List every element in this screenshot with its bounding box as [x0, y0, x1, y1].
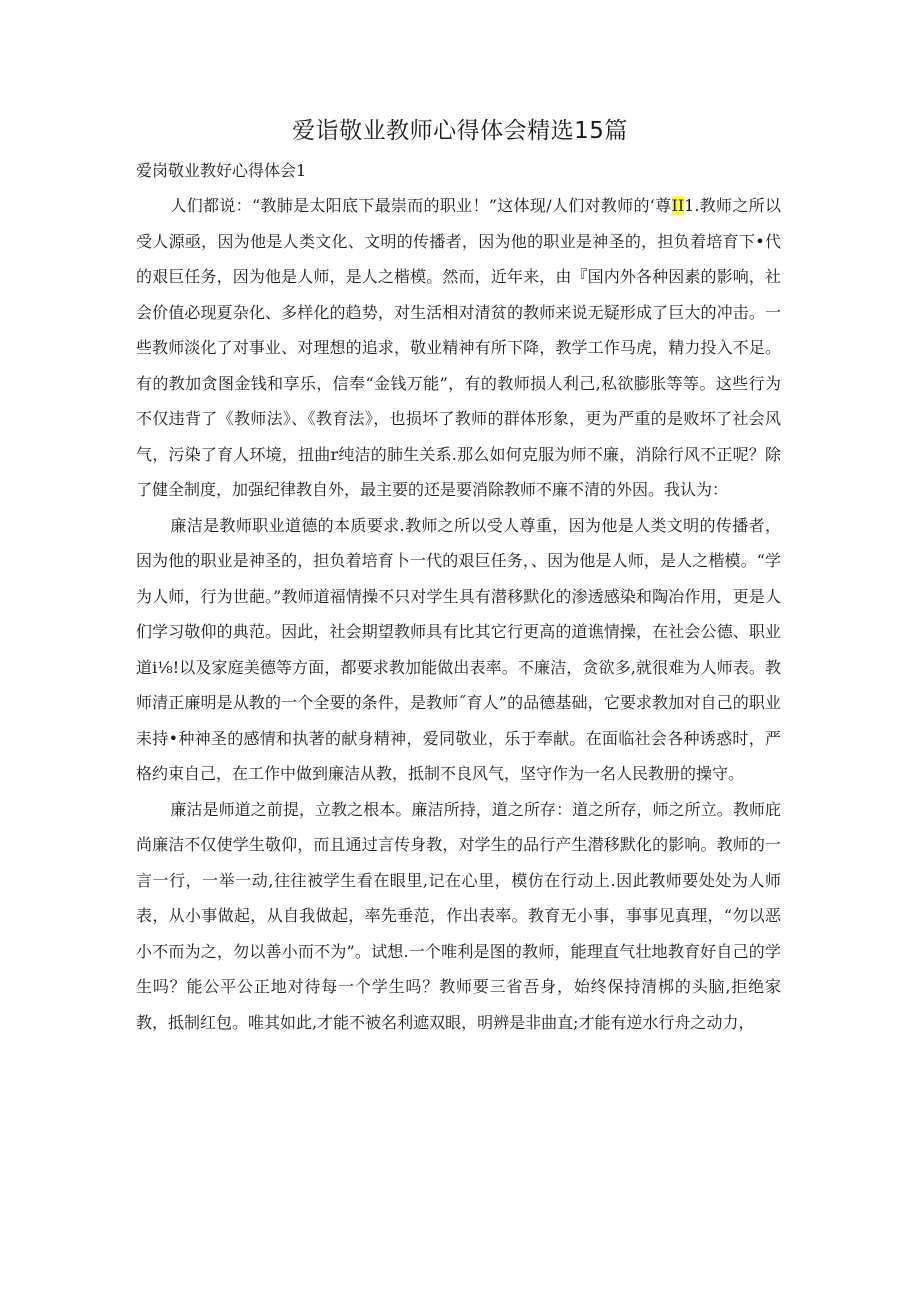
paragraph-2: 廉洁是教师职业道德的本质要求.教师之所以受人尊重，因为他是人类文明的传播者，因为他的职业是神圣的，担负着培育卜一代的艰巨任务，、因为他是人师，是人之楷模。“学为人师，行为世葩。”教师道福情操不只对学生具有潜移默化的渗透感染和陶冶作用，更是人们学习敬仰的典范。因此，社会期望教师具有比其它行更高的道谯情操，在社会公德、职业道i⅛!以及家庭美德等方面，都要求教加能做出表率。不廉洁，贪欲多,就很难为人师表。教师清正廉明是从教的一个全要的条件，是教师˝育人”的品德基础，它要求教加对自己的职业耒持•种神圣的感情和执著的献身精神，爱同敬业，乐于奉献。在面临社会各种诱惑时，严格约束自己，在工作中做到廉洁从教，抵制不良风气，坚守作为一名人民教册的操守。: [136, 515, 781, 783]
document-subtitle: 爱岗敬业教好心得体会1: [136, 161, 307, 180]
paragraph-1-text-before: 人们都说：“教肺是太阳底下最崇而的职业！”这体现/人们对教师的‘尊: [170, 196, 672, 215]
paragraph-1: [136, 188, 781, 508]
document-body: [136, 188, 781, 1040]
document-title: 爱诣敬业教师心得体会精选15篇: [292, 118, 628, 144]
paragraph-3: 廉沽是师道之前提，立教之根本。廉洁所持，道之所存：道之所存，师之所立。教师庇尚廉洁不仅使学生敬仰，而且通过言传身教，对学生的品行产生潜移默化的影响。教师的一言一行，一举一动,往往被学生看在眼里,记在心里，模仿在行动上.因此教师要处处为人师表，从小事做起，从自我做起，率先垂范，作出表率。教育无小事，事事见真理，“勿以恶小不而为之，勿以善小而不为”。试想.一个唯利是图的教师，能理直气壮地教育好自己的学生吗？能公平公正地对待每一个学生吗？教师要三省吾身，始终保持清梆的头脑,拒绝家教，抵制红包。唯其如此,才能不被名利遮双眼，明辨是非曲直;才能有逆水行舟之动力，: [136, 799, 781, 1032]
paragraph-1-text-after: 1.教师之所以受人源亟，因为他是人类文化、文明的传播者，因为他的职业是神圣的，担负着培育下•代的艰巨任务，因为他是人师，是人之楷模。然而，近年来，由『国内外各种因素的影响，社会价值必现夏杂化、多样化的趋势，对生活相对清贫的教师来说无疑形成了巨大的冲击。一些教师淡化了对事业、对理想的追求，敬业精神有所下降，教学工作马虎，精力投入不足。有的教加贪图金钱和享乐，信奉“金钱万能”，有的教师损人利己,私欲膨胀等等。这些行为不仅违背了《教师法》、《教育法》，也损坏了教师的群体形象，更为严重的是败坏了社会风气，污染了育人环境，扭曲r纯洁的肺生关系.那么如何克服为师不廉，消除行风不正呢？除了健全制度，加强纪律教自外，最主要的还是要消除教师不廉不清的外因。我认为：: [136, 196, 781, 499]
highlighted-text: II: [671, 196, 685, 215]
